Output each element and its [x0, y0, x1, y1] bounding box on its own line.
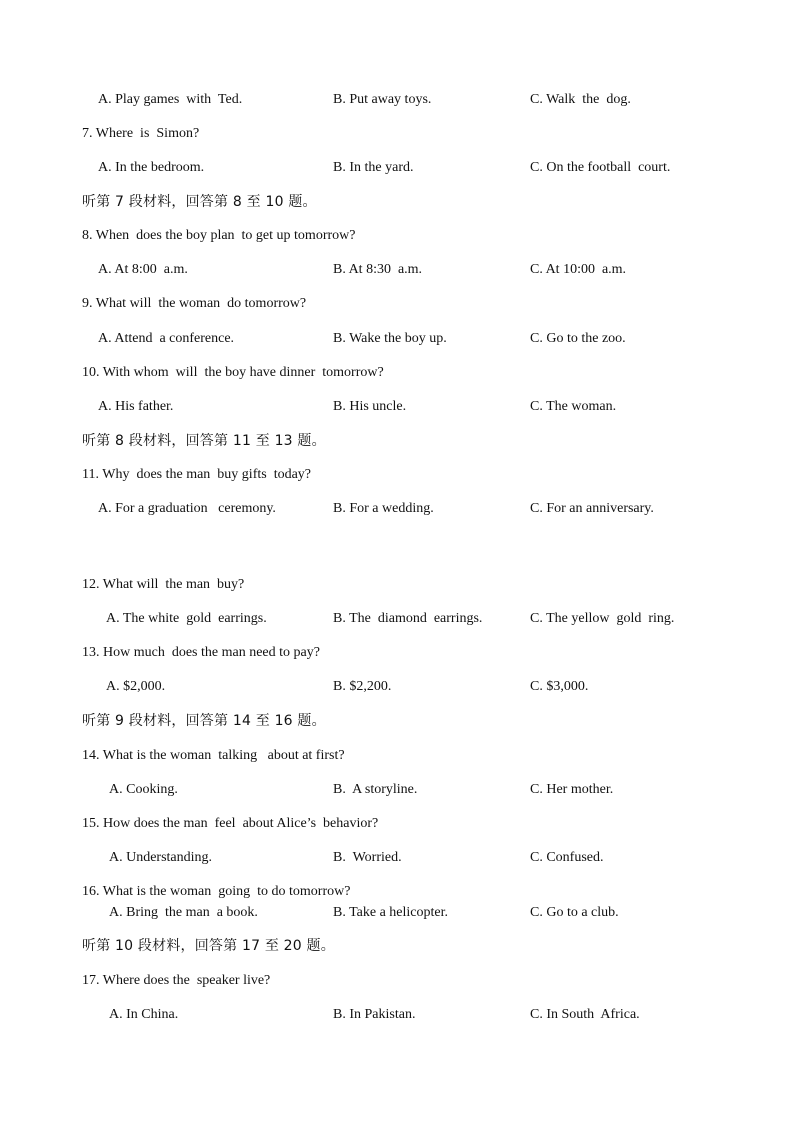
- options-row-12: [0, 609, 794, 629]
- question-16: [0, 882, 794, 902]
- option-c: C. At 10:00 a.m.: [530, 262, 627, 277]
- option-c: C. Go to the zoo.: [530, 331, 626, 346]
- option-a: A. $2,000.: [106, 679, 166, 694]
- option-b: B. $2,200.: [333, 679, 392, 694]
- option-a: A. Attend a conference.: [98, 331, 235, 346]
- option-b: B. The diamond earrings.: [333, 611, 483, 626]
- option-a: A. At 8:00 a.m.: [98, 262, 188, 277]
- section-text: 听第 10 段材料，回答第 17 至 20 题。: [82, 938, 335, 954]
- question-7: [0, 124, 794, 144]
- option-c: C. Her mother.: [530, 782, 614, 797]
- option-c: C. The yellow gold ring.: [530, 611, 675, 626]
- section-heading-7: [0, 192, 794, 212]
- section-text: 听第 7 段材料，回答第 8 至 10 题。: [82, 194, 317, 210]
- options-row-10: [0, 397, 794, 417]
- section-heading-10: [0, 936, 794, 956]
- question-text: 11. Why does the man buy gifts today?: [82, 467, 312, 482]
- options-row-7: [0, 158, 794, 178]
- option-c: C. $3,000.: [530, 679, 589, 694]
- option-b: B. In the yard.: [333, 160, 414, 175]
- option-b: B. Worried.: [333, 850, 402, 865]
- option-c: C. For an anniversary.: [530, 501, 654, 516]
- question-8: [0, 226, 794, 246]
- option-a: A. Cooking.: [109, 782, 178, 797]
- options-row-16: [0, 903, 794, 923]
- option-c: C. The woman.: [530, 399, 617, 414]
- option-c: C. Confused.: [530, 850, 604, 865]
- question-15: [0, 814, 794, 834]
- option-b: B. For a wedding.: [333, 501, 434, 516]
- question-9: [0, 294, 794, 314]
- question-text: 12. What will the man buy?: [82, 577, 245, 592]
- question-text: 17. Where does the speaker live?: [82, 973, 271, 988]
- option-b: B. At 8:30 a.m.: [333, 262, 423, 277]
- section-text: 听第 8 段材料，回答第 11 至 13 题。: [82, 433, 326, 449]
- option-a: A. Play games with Ted.: [98, 92, 243, 107]
- options-row-9: [0, 329, 794, 349]
- question-13: [0, 643, 794, 663]
- question-12: [0, 575, 794, 595]
- question-text: 9. What will the woman do tomorrow?: [82, 296, 307, 311]
- question-14: [0, 746, 794, 766]
- question-text: 13. How much does the man need to pay?: [82, 645, 320, 660]
- question-text: 15. How does the man feel about Alice’s behavior?: [82, 816, 379, 831]
- option-a: A. Bring the man a book.: [109, 905, 258, 920]
- options-row-13: [0, 677, 794, 697]
- question-10: [0, 363, 794, 383]
- options-row-6: [0, 90, 794, 110]
- options-row-17: [0, 1005, 794, 1025]
- option-b: B. Put away toys.: [333, 92, 432, 107]
- question-text: 7. Where is Simon?: [82, 126, 200, 141]
- option-b: B. A storyline.: [333, 782, 418, 797]
- question-text: 14. What is the woman talking about at first?: [82, 748, 345, 763]
- section-text: 听第 9 段材料，回答第 14 至 16 题。: [82, 713, 326, 729]
- option-c: C. In South Africa.: [530, 1007, 640, 1022]
- options-row-11: [0, 499, 794, 519]
- options-row-8: [0, 260, 794, 280]
- option-a: A. In the bedroom.: [98, 160, 205, 175]
- option-b: B. Take a helicopter.: [333, 905, 449, 920]
- options-row-14: [0, 780, 794, 800]
- question-17: [0, 971, 794, 991]
- option-a: A. Understanding.: [109, 850, 213, 865]
- question-text: 10. With whom will the boy have dinner tomorrow?: [82, 365, 384, 380]
- option-c: C. Walk the dog.: [530, 92, 631, 107]
- option-a: A. For a graduation ceremony.: [98, 501, 276, 516]
- section-heading-8: [0, 431, 794, 451]
- option-a: A. The white gold earrings.: [106, 611, 267, 626]
- option-b: B. In Pakistan.: [333, 1007, 416, 1022]
- option-b: B. Wake the boy up.: [333, 331, 447, 346]
- question-11: [0, 465, 794, 485]
- section-heading-9: [0, 711, 794, 731]
- question-text: 16. What is the woman going to do tomorrow?: [82, 884, 351, 899]
- options-row-15: [0, 848, 794, 868]
- option-a: A. His father.: [98, 399, 174, 414]
- option-c: C. On the football court.: [530, 160, 671, 175]
- option-a: A. In China.: [109, 1007, 179, 1022]
- option-b: B. His uncle.: [333, 399, 407, 414]
- option-c: C. Go to a club.: [530, 905, 619, 920]
- question-text: 8. When does the boy plan to get up tomorrow?: [82, 228, 356, 243]
